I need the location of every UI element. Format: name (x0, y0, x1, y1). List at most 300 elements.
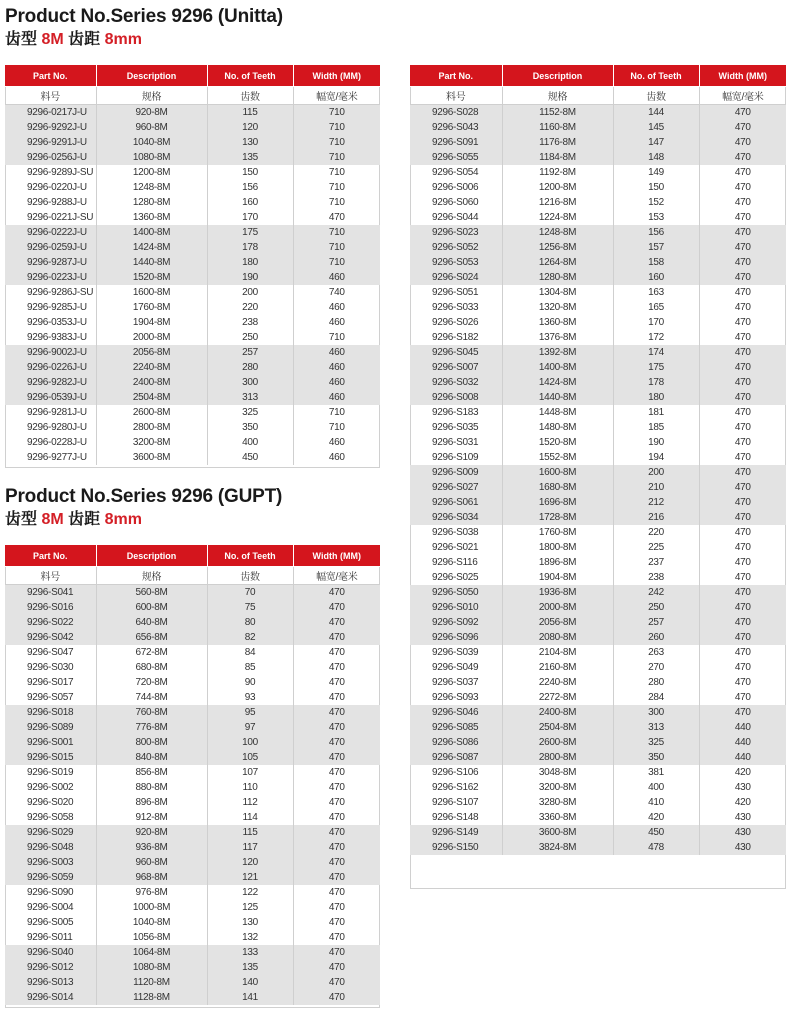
part-no-cell: 9296-S005 (5, 915, 96, 930)
table-row (410, 300, 786, 315)
width-cell: 470 (293, 990, 380, 1005)
teeth-cell: 284 (613, 690, 699, 705)
width-cell: 470 (734, 662, 751, 673)
description-cell: 672-8M (96, 645, 207, 660)
width-cell: 470 (734, 287, 751, 298)
part-no-cell: 9296-0228J-U (5, 435, 96, 450)
width-cell: 420 (734, 767, 751, 778)
col-subheader-teeth: 齿数 (207, 567, 293, 585)
width-cell: 470 (699, 585, 786, 600)
width-cell: 710 (293, 135, 380, 150)
teeth-cell: 280 (207, 360, 293, 375)
teeth-cell: 90 (207, 675, 293, 690)
table-row (410, 330, 786, 345)
width-cell: 470 (293, 600, 380, 615)
part-no-cell: 9296-S182 (410, 330, 502, 345)
part-no-cell: 9296-S007 (410, 360, 502, 375)
description-cell: 3600-8M (96, 450, 207, 465)
col-subheader-part-no: 料号 (5, 87, 96, 105)
teeth-cell: 132 (207, 930, 293, 945)
teeth-cell: 100 (207, 735, 293, 750)
width-cell: 440 (699, 735, 786, 750)
col-header-teeth: No. of Teeth (613, 65, 699, 87)
part-no-cell: 9296-S013 (5, 975, 96, 990)
teeth-cell: 220 (207, 300, 293, 315)
width-cell: 470 (699, 705, 786, 720)
part-no-cell: 9296-S018 (5, 705, 96, 720)
part-no-cell: 9296-S026 (410, 315, 502, 330)
description-cell: 656-8M (96, 630, 207, 645)
width-cell: 470 (734, 182, 751, 193)
description-cell: 1320-8M (502, 300, 613, 315)
part-no-cell: 9296-S027 (410, 480, 502, 495)
width-cell: 470 (734, 332, 751, 343)
teeth-cell: 84 (207, 645, 293, 660)
width-cell: 470 (699, 630, 786, 645)
table-row (5, 885, 380, 900)
description-cell: 1056-8M (96, 930, 207, 945)
part-no-cell: 9296-S106 (410, 765, 502, 780)
width-cell: 470 (293, 945, 380, 960)
table-row (410, 240, 786, 255)
part-no-cell: 9296-0221J-SU (5, 210, 96, 225)
part-no-cell: 9296-S039 (410, 645, 502, 660)
col-subheader-width: 幅宽/毫米 (699, 87, 786, 105)
width-cell: 470 (293, 705, 380, 720)
col-subheader-teeth: 齿数 (613, 87, 699, 105)
part-no-cell: 9296-S085 (410, 720, 502, 735)
part-no-cell: 9296-9002J-U (5, 345, 96, 360)
table-row (410, 720, 786, 735)
part-no-cell: 9296-S016 (5, 600, 96, 615)
teeth-cell: 122 (207, 885, 293, 900)
description-cell: 1248-8M (96, 180, 207, 195)
part-no-cell: 9296-S001 (5, 735, 96, 750)
description-cell: 2080-8M (502, 630, 613, 645)
description-cell: 600-8M (96, 600, 207, 615)
description-cell: 1040-8M (96, 135, 207, 150)
width-cell: 470 (293, 975, 380, 990)
width-cell: 470 (734, 452, 751, 463)
teeth-cell: 85 (207, 660, 293, 675)
col-subheader-description: 规格 (96, 87, 207, 105)
width-cell: 470 (734, 647, 751, 658)
table-row (5, 915, 380, 930)
table-row (5, 225, 380, 240)
table-row (410, 660, 786, 675)
width-cell: 470 (734, 302, 751, 313)
description-cell: 1280-8M (96, 195, 207, 210)
width-cell: 470 (734, 437, 751, 448)
part-no-cell: 9296-S025 (410, 570, 502, 585)
width-cell: 470 (734, 197, 751, 208)
teeth-cell: 410 (613, 795, 699, 810)
table-row (410, 375, 786, 390)
width-cell: 470 (734, 527, 751, 538)
col-header-width: Width (MM) (293, 545, 380, 567)
width-cell: 460 (293, 390, 380, 405)
part-no-cell: 9296-S034 (410, 510, 502, 525)
teeth-cell: 95 (207, 705, 293, 720)
part-no-cell: 9296-9285J-U (5, 300, 96, 315)
part-no-cell: 9296-S049 (410, 660, 502, 675)
teeth-cell: 400 (207, 435, 293, 450)
teeth-cell: 147 (613, 135, 699, 150)
part-no-cell: 9296-S047 (5, 645, 96, 660)
part-no-cell: 9296-S043 (410, 120, 502, 135)
table-row (5, 255, 380, 270)
part-no-cell: 9296-S041 (5, 585, 96, 601)
tooth-type-value: 8M (41, 31, 64, 48)
teeth-cell: 237 (613, 555, 699, 570)
table-row (410, 540, 786, 555)
description-cell: 1216-8M (502, 195, 613, 210)
width-cell: 470 (699, 270, 786, 285)
description-cell: 1600-8M (96, 285, 207, 300)
col-subheader-part-no: 料号 (410, 87, 502, 105)
table-row (5, 150, 380, 165)
teeth-cell: 130 (207, 915, 293, 930)
description-cell: 2504-8M (96, 390, 207, 405)
teeth-cell: 170 (207, 210, 293, 225)
description-cell: 2600-8M (96, 405, 207, 420)
description-cell: 1904-8M (502, 570, 613, 585)
width-cell: 710 (328, 332, 345, 343)
table-row (5, 615, 380, 630)
table-row (5, 990, 380, 1005)
width-cell: 470 (293, 825, 380, 840)
teeth-cell: 381 (613, 765, 699, 780)
table-row (5, 810, 380, 825)
description-cell: 3824-8M (502, 840, 613, 855)
table-row (5, 930, 380, 945)
teeth-cell: 172 (613, 330, 699, 345)
teeth-cell: 152 (613, 195, 699, 210)
part-no-cell: 9296-S015 (5, 750, 96, 765)
description-cell: 840-8M (96, 750, 207, 765)
part-no-cell: 9296-9383J-U (5, 330, 96, 345)
col-header-part-no: Part No. (5, 65, 96, 87)
width-cell: 470 (699, 495, 786, 510)
table-row (5, 660, 380, 675)
table-row (410, 645, 786, 660)
table-row (5, 450, 380, 465)
part-no-cell: 9296-S183 (410, 405, 502, 420)
part-no-cell: 9296-S089 (5, 720, 96, 735)
table-row (410, 495, 786, 510)
description-cell: 1304-8M (502, 285, 613, 300)
teeth-cell: 313 (613, 720, 699, 735)
teeth-cell: 350 (613, 750, 699, 765)
part-no-cell: 9296-S014 (5, 990, 96, 1005)
table-row (410, 420, 786, 435)
part-no-cell: 9296-9277J-U (5, 450, 96, 465)
description-cell: 1728-8M (502, 510, 613, 525)
width-cell: 470 (293, 585, 380, 601)
gupt-section-subtitle (5, 511, 142, 529)
part-no-cell: 9296-9287J-U (5, 255, 96, 270)
description-cell: 2800-8M (502, 750, 613, 765)
table-row (410, 120, 786, 135)
table-row (410, 360, 786, 375)
width-cell: 470 (734, 422, 751, 433)
part-no-cell: 9296-S010 (410, 600, 502, 615)
table-row (5, 900, 380, 915)
gupt-left-table (5, 545, 380, 1005)
table-row (5, 675, 380, 690)
part-no-cell: 9296-9292J-U (5, 120, 96, 135)
teeth-cell: 178 (207, 240, 293, 255)
part-no-cell: 9296-S024 (410, 270, 502, 285)
table-row (5, 390, 380, 405)
part-no-cell: 9296-S061 (410, 495, 502, 510)
gupt-right-table (410, 65, 786, 855)
part-no-cell: 9296-S033 (410, 300, 502, 315)
col-subheader-teeth: 齿数 (207, 87, 293, 105)
unitta-section-title: Product No.Series 9296 (Unitta) (5, 6, 283, 27)
table-row (410, 555, 786, 570)
teeth-cell: 115 (207, 105, 293, 121)
width-cell: 710 (328, 182, 345, 193)
col-subheader-description: 规格 (96, 567, 207, 585)
description-cell: 1480-8M (502, 420, 613, 435)
teeth-cell: 175 (613, 360, 699, 375)
width-cell: 470 (293, 870, 380, 885)
description-cell: 3600-8M (502, 825, 613, 840)
table-row (5, 975, 380, 990)
description-cell: 1224-8M (502, 210, 613, 225)
table-row (410, 270, 786, 285)
pitch-label: 齿距 (63, 511, 105, 528)
width-cell: 470 (699, 255, 786, 270)
part-no-cell: 9296-9281J-U (5, 405, 96, 420)
width-cell: 440 (699, 750, 786, 765)
width-cell: 710 (293, 120, 380, 135)
part-no-cell: 9296-0217J-U (5, 105, 96, 121)
table-row (410, 675, 786, 690)
part-no-cell: 9296-S162 (410, 780, 502, 795)
col-header-width: Width (MM) (699, 65, 786, 87)
teeth-cell: 225 (613, 540, 699, 555)
description-cell: 1424-8M (96, 240, 207, 255)
description-cell: 1200-8M (96, 165, 207, 180)
part-no-cell: 9296-9288J-U (5, 195, 96, 210)
width-cell: 470 (699, 120, 786, 135)
table-row (410, 825, 786, 840)
part-no-cell: 9296-S006 (410, 180, 502, 195)
table-row (410, 735, 786, 750)
table-row (410, 135, 786, 150)
table-row (5, 210, 380, 225)
description-cell: 880-8M (96, 780, 207, 795)
table-row (410, 285, 786, 300)
table-row (5, 705, 380, 720)
teeth-cell: 400 (613, 780, 699, 795)
width-cell: 470 (699, 225, 786, 240)
col-header-part-no: Part No. (410, 65, 502, 87)
width-cell: 470 (328, 812, 345, 823)
description-cell: 1904-8M (96, 315, 207, 330)
table-row (5, 120, 380, 135)
part-no-cell: 9296-S009 (410, 465, 502, 480)
width-cell: 710 (293, 105, 380, 121)
description-cell: 1192-8M (502, 165, 613, 180)
teeth-cell: 450 (613, 825, 699, 840)
description-cell: 2104-8M (502, 645, 613, 660)
part-no-cell: 9296-S020 (5, 795, 96, 810)
teeth-cell: 158 (613, 255, 699, 270)
part-no-cell: 9296-S021 (410, 540, 502, 555)
table-row (5, 870, 380, 885)
width-cell: 470 (734, 407, 751, 418)
teeth-cell: 70 (207, 585, 293, 601)
width-cell: 470 (699, 150, 786, 165)
table-row (5, 735, 380, 750)
teeth-cell: 263 (613, 645, 699, 660)
teeth-cell: 125 (207, 900, 293, 915)
table-row (410, 315, 786, 330)
part-no-cell: 9296-S150 (410, 840, 502, 855)
description-cell: 2056-8M (96, 345, 207, 360)
teeth-cell: 242 (613, 585, 699, 600)
width-cell: 710 (328, 197, 345, 208)
teeth-cell: 210 (613, 480, 699, 495)
teeth-cell: 325 (207, 405, 293, 420)
description-cell: 1424-8M (502, 375, 613, 390)
width-cell: 710 (293, 240, 380, 255)
table-row (410, 225, 786, 240)
width-cell: 710 (293, 225, 380, 240)
description-cell: 1360-8M (96, 210, 207, 225)
part-no-cell: 9296-S086 (410, 735, 502, 750)
width-cell: 470 (328, 902, 345, 913)
teeth-cell: 107 (207, 765, 293, 780)
part-no-cell: 9296-S051 (410, 285, 502, 300)
pitch-value: 8mm (104, 31, 142, 48)
part-no-cell: 9296-9280J-U (5, 420, 96, 435)
part-no-cell: 9296-S038 (410, 525, 502, 540)
teeth-cell: 112 (207, 795, 293, 810)
table-row (410, 795, 786, 810)
width-cell: 710 (293, 255, 380, 270)
teeth-cell: 216 (613, 510, 699, 525)
table-row (5, 195, 380, 210)
table-row (410, 150, 786, 165)
part-no-cell: 9296-S060 (410, 195, 502, 210)
width-cell: 470 (734, 677, 751, 688)
description-cell: 3280-8M (502, 795, 613, 810)
teeth-cell: 105 (207, 750, 293, 765)
table-row (5, 435, 380, 450)
teeth-cell: 148 (613, 150, 699, 165)
table-row (410, 525, 786, 540)
part-no-cell: 9296-S090 (5, 885, 96, 900)
width-cell: 430 (699, 825, 786, 840)
description-cell: 1040-8M (96, 915, 207, 930)
table-row (410, 195, 786, 210)
col-subheader-part-no: 料号 (5, 567, 96, 585)
table-row (5, 300, 380, 315)
part-no-cell: 9296-0223J-U (5, 270, 96, 285)
width-cell: 470 (293, 720, 380, 735)
teeth-cell: 200 (613, 465, 699, 480)
description-cell: 3360-8M (502, 810, 613, 825)
description-cell: 1080-8M (96, 960, 207, 975)
part-no-cell: 9296-S059 (5, 870, 96, 885)
teeth-cell: 181 (613, 405, 699, 420)
width-cell: 710 (293, 150, 380, 165)
table-row (410, 450, 786, 465)
part-no-cell: 9296-S055 (410, 150, 502, 165)
part-no-cell: 9296-S045 (410, 345, 502, 360)
description-cell: 744-8M (96, 690, 207, 705)
part-no-cell: 9296-S008 (410, 390, 502, 405)
part-no-cell: 9296-S116 (410, 555, 502, 570)
description-cell: 1128-8M (96, 990, 207, 1005)
part-no-cell: 9296-S030 (5, 660, 96, 675)
width-cell: 470 (293, 750, 380, 765)
unitta-section-subtitle (5, 31, 142, 49)
width-cell: 420 (734, 797, 751, 808)
col-header-teeth: No. of Teeth (207, 65, 293, 87)
description-cell: 2800-8M (96, 420, 207, 435)
description-cell: 800-8M (96, 735, 207, 750)
description-cell: 2400-8M (96, 375, 207, 390)
width-cell: 470 (328, 692, 345, 703)
description-cell: 3048-8M (502, 765, 613, 780)
table-row (5, 630, 380, 645)
description-cell: 936-8M (96, 840, 207, 855)
part-no-cell: 9296-S023 (410, 225, 502, 240)
table-row (410, 840, 786, 855)
width-cell: 460 (328, 302, 345, 313)
description-cell: 1600-8M (502, 465, 613, 480)
width-cell: 740 (328, 287, 345, 298)
width-cell: 470 (293, 735, 380, 750)
part-no-cell: 9296-S107 (410, 795, 502, 810)
width-cell: 470 (328, 212, 345, 223)
table-row (410, 630, 786, 645)
table-row (5, 375, 380, 390)
teeth-cell: 180 (207, 255, 293, 270)
width-cell: 470 (293, 615, 380, 630)
part-no-cell: 9296-S031 (410, 435, 502, 450)
table-row (5, 345, 380, 360)
teeth-cell: 153 (613, 210, 699, 225)
table-row (410, 405, 786, 420)
teeth-cell: 220 (613, 525, 699, 540)
description-cell: 2056-8M (502, 615, 613, 630)
unitta-table (5, 65, 380, 465)
col-header-description: Description (96, 65, 207, 87)
teeth-cell: 80 (207, 615, 293, 630)
teeth-cell: 150 (207, 165, 293, 180)
width-cell: 460 (328, 437, 345, 448)
table-row (5, 645, 380, 660)
teeth-cell: 238 (207, 315, 293, 330)
table-row (410, 615, 786, 630)
table-row (410, 600, 786, 615)
teeth-cell: 150 (613, 180, 699, 195)
col-header-width: Width (MM) (293, 65, 380, 87)
part-no-cell: 9296-S093 (410, 690, 502, 705)
part-no-cell: 9296-S048 (5, 840, 96, 855)
width-cell: 470 (328, 767, 345, 778)
table-row (410, 180, 786, 195)
description-cell: 3200-8M (96, 435, 207, 450)
width-cell: 470 (734, 167, 751, 178)
teeth-cell: 190 (207, 270, 293, 285)
